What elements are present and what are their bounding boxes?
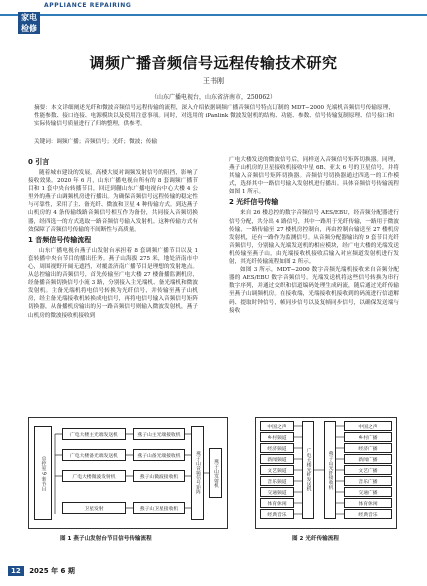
- satellite-rx-box: 燕子山卫星接收机: [133, 502, 185, 514]
- abstract: 摘要：本文详细阐述光纤和微波音频信号远程传输的流程，深入介绍依据调频广播音频信号特点订制的 MDT−2000 光端机音频信号传输原理，性能参数、接口连接、电源模块以及使用注意事项。同时，对选用的 iPanlink 微波发射机的结构、功能、参数、信号传输复制原理、信号接口和实际传输信号质量进行了归纳整理，供参考。: [34, 105, 394, 127]
- figure-2-caption: 图 2 光纤传输流程: [292, 536, 339, 542]
- fig2-right-item: 经典音乐: [344, 509, 392, 519]
- article-title: 调频广播音频信号远程传输技术研究: [89, 54, 338, 72]
- paragraph: 随着城市建设的发展，高楼大厦对调频发射信号的阻挡，影响了接收效果。2020 年 6 月，山东广播电视台所有的 8 套调频广播节目和 1 套中央台转播节目，回迁到蒯山东广播电视台中心大楼 4 公里外的燕子山调频机房进行播出。为确保音频信号远程传输的稳定性与可靠性，采用了主、备光纤、微波和卫星 4 种传输方式。到达燕子山机房的 4 条传输线路音频信号相互作为备份，共同接入音频切换器，经四选一的方式选取一路音频信号输入发射机。这种传输方式有效保障了音频信号传输的不间断性与高质量。: [28, 170, 198, 233]
- fig2-left-item: 经济频道: [260, 443, 294, 453]
- backup-optical-tx-box: 广电大楼备光端发送机: [62, 449, 126, 461]
- fig2-left-item: 体育休闲: [260, 498, 294, 508]
- right-column: [229, 156, 399, 315]
- page-footer: [8, 566, 75, 576]
- fig2-right-item: 音乐广播: [344, 476, 392, 486]
- fig2-right-item: 乡村广播: [344, 432, 392, 442]
- fig2-optical-tx: 广电大楼光纤发送机: [302, 421, 314, 519]
- magazine-name: APPLIANCE REPAIRING: [44, 2, 132, 9]
- paragraph: 山东广播电视台燕子山发射台承担着 8 套调频广播节目以及 1 套转播中央台节目的播出任务。燕子山海拔 275 米，地处济南市中心，周围视野开阔无遮挡，对覆盖济南广播节目是理想的发射地点。从总控输出的音频信号，首先传输至广电大楼 27 楼备播监测机房，经备播音频切换信号小流 3 路，分别接入主光端机、备光端机和微波发射机。主备光端机将电信号转换为光纤信号，并传输至燕子山机房，经主备光端接收机转换成电信号，再将电信号输入音频信号矩阵切换器，从备播机房输出的另一路音频信号则输入微波发射机，燕子山机房的微波接收机接收到: [28, 247, 198, 319]
- paragraph: 来自 26 楼总控的数字音频信号 AES/EBU，经音频分配器进行信号分配，共分出 4 路信号，其中一路用于光纤传输，一路用于微波传输，一路传输至 27 楼机房控制台，再由控制台输送至 27 楼机房发射机，还有一路作为监测信号。从音频分配器输出的 9 套节目光纤音频信号，分别输入光端发送机的相应模块，经广电大楼的光端发送机传输至燕子山，由光端接收机接收后输入对应频道发射机进行发射，其光纤传输流程如图 2 所示。: [229, 210, 399, 266]
- fig2-right-item: 经济广播: [344, 443, 392, 453]
- left-column: [28, 156, 198, 320]
- main-optical-tx-box: 广电大楼主光端发送机: [62, 428, 126, 440]
- keywords: 关键词：调频广播；音频信号；光纤；微波；传输: [34, 139, 158, 145]
- figure-1-diagram: [28, 417, 228, 529]
- fig2-left-item: 中国之声: [260, 421, 294, 431]
- fig2-left-item: 经典音乐: [260, 509, 294, 519]
- paragraph: 如图 3 所示，MDT−2000 数字音频光端机接收来自音频分配器的 AES/EBU 数字音频信号。光端发送机将这些信号转换为串行数字序列，并通过交织和信道编码处理生成码流，随后通过光纤传输至燕子山调频机房。在接收端，光端接收机接收到的码流进行信道解码、提取时钟信号，帧同步信号以及复帧同步信号，以确保发送端与接收: [229, 267, 399, 314]
- fig2-left-item: 交通频道: [260, 487, 294, 497]
- satellite-tx-box: 卫星发射: [62, 502, 126, 514]
- page-number: 12: [8, 566, 24, 576]
- section-heading: 2 光纤信号传输: [229, 198, 279, 207]
- microwave-tx-box: 广电大楼微波发射机: [62, 470, 126, 482]
- magazine-logo: 家电检修: [18, 12, 40, 34]
- fig2-right-item: 体育休闲: [344, 498, 392, 508]
- affiliation: （山东广播电视台，山东省济南市，250062）: [151, 94, 276, 101]
- transmitter-box: 燕子山发射机: [209, 448, 222, 498]
- author: 王书刚: [203, 77, 224, 85]
- fig2-left-item: 新闻频道: [260, 454, 294, 464]
- fig2-left-item: 乡村频道: [260, 432, 294, 442]
- fig2-right-item: 文艺广播: [344, 465, 392, 475]
- fig2-right-item: 交通广播: [344, 487, 392, 497]
- backup-optical-rx-box: 燕子山备光端接收机: [133, 449, 185, 461]
- audio-matrix-box: 燕子山音频信号矩阵: [191, 426, 204, 520]
- fig2-left-item: 文艺频道: [260, 465, 294, 475]
- section-heading: 0 引言: [28, 158, 50, 166]
- paragraph: 广电大楼发送的微波信号后，同样送入音频信号矩阵切换器。同理，燕子山机房的卫星接收机接收中星 6B、亚太 6 号的卫星信号，并将其输入音频信号矩阵切换器。音频信号切换器通过四选一的工作模式，选择其中一路信号输入发射机进行播出。具体音频信号传输流程如图 1 所示。: [229, 157, 399, 196]
- microwave-rx-box: 燕子山微波接收机: [133, 470, 185, 482]
- fig2-optical-rx: 燕子山光纤接收机: [324, 421, 336, 519]
- header-stripe: [0, 14, 427, 16]
- figure-1-caption: 图 1 燕子山发射台节目信号传输流程: [60, 536, 152, 542]
- fig2-right-item: 新闻广播: [344, 454, 392, 464]
- main-optical-rx-box: 燕子山主光端接收机: [133, 428, 185, 440]
- master-control-box: 总控室 9 套节目: [34, 426, 52, 520]
- fig2-right-item: 中国之声: [344, 421, 392, 431]
- fig2-left-item: 音乐频道: [260, 476, 294, 486]
- figure-2-diagram: [255, 417, 397, 529]
- issue-label: 2025 年 6 期: [29, 567, 75, 575]
- section-heading: 1 音频信号传输流程: [28, 235, 92, 244]
